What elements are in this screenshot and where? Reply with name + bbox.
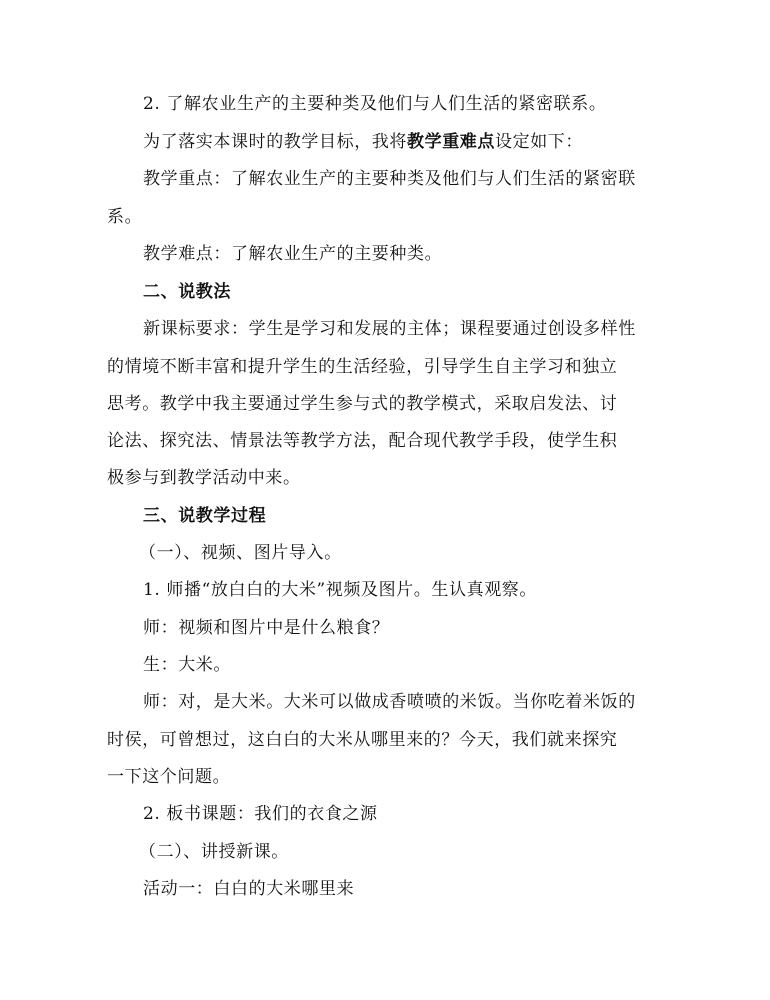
process-step-2: 2. 板书课题：我们的衣食之源 [143, 804, 378, 824]
methods-paragraph-line-4: 论法、探究法、情景法等教学方法，配合现代教学手段，使学生积 [107, 431, 618, 451]
student-answer: 生：大米。 [143, 655, 231, 675]
key-points-intro-bold: 教学重难点 [407, 132, 495, 152]
objective-line-2: 2. 了解农业生产的主要种类及他们与人们生活的紧密联系。 [143, 94, 607, 114]
key-points-intro [143, 131, 703, 153]
activity-one-title: 活动一：白白的大米哪里来 [143, 879, 355, 899]
subsection-new-lesson: （二）、讲授新课。 [139, 842, 289, 862]
key-points-intro-suffix: 设定如下： [495, 132, 583, 152]
methods-paragraph-line-5: 极参与到教学活动中来。 [107, 468, 301, 488]
key-points-intro-prefix: 为了落实本课时的教学目标，我将 [143, 132, 407, 152]
teacher-response-line-1: 师：对，是大米。大米可以做成香喷喷的米饭。当你吃着米饭的 [143, 692, 636, 712]
teacher-question: 师：视频和图片中是什么粮食？ [143, 618, 390, 638]
methods-paragraph-line-2: 的情境不断丰富和提升学生的生活经验，引导学生自主学习和独立 [107, 357, 618, 377]
methods-paragraph-line-1: 新课标要求：学生是学习和发展的主体；课程要通过创设多样性 [143, 319, 636, 339]
difficulty-line: 教学难点：了解农业生产的主要种类。 [143, 244, 443, 264]
section-heading-teaching-methods: 二、说教法 [143, 282, 231, 302]
key-point-line-cont: 系。 [107, 207, 143, 227]
process-step-1: 1. 师播“放白白的大米”视频及图片。生认真观察。 [143, 580, 538, 600]
key-point-line: 教学重点：了解农业生产的主要种类及他们与人们生活的紧密联 [143, 169, 636, 189]
subsection-intro: （一）、视频、图片导入。 [139, 543, 342, 563]
section-heading-teaching-process: 三、说教学过程 [143, 506, 267, 526]
teacher-response-line-2: 时侯，可曾想过，这白白的大米从哪里来的？今天，我们就来探究 [107, 730, 618, 750]
methods-paragraph-line-3: 思考。教学中我主要通过学生参与式的教学模式，采取启发法、讨 [107, 394, 618, 414]
teacher-response-line-3: 一下这个问题。 [107, 767, 231, 787]
